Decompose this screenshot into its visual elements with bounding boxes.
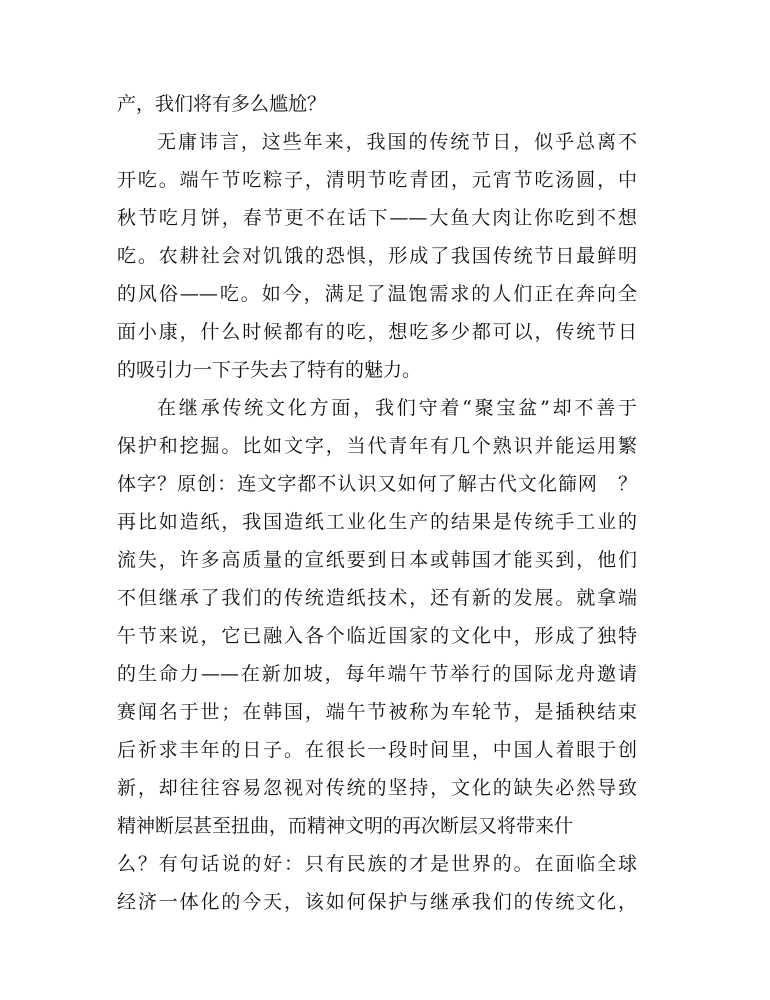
text-line: 不但继承了我们的传统造纸技术，还有新的发展。就拿端 bbox=[117, 587, 637, 609]
text-line: 后祈求丰年的日子。在很长一段时间里，中国人着眼于创 bbox=[117, 739, 637, 761]
text-line: 的风俗——吃。如今，满足了温饱需求的人们正在奔向全 bbox=[117, 283, 637, 305]
text-line: 的吸引力一下子失去了特有的魅力。 bbox=[117, 359, 422, 381]
text-line: 体字？原创：连文字都不认识又如何了解古代文化篩网 ？ bbox=[117, 473, 637, 495]
text-line: 再比如造纸，我国造纸工业化生产的结果是传统手工业的 bbox=[117, 511, 637, 533]
text-line: 午节来说，它已融入各个临近国家的文化中，形成了独特 bbox=[117, 625, 637, 647]
text-line: 经济一体化的今天，该如何保护与继承我们的传统文化， bbox=[117, 891, 637, 913]
text-line: 产，我们将有多么尴尬？ bbox=[117, 93, 327, 115]
text-line: 开吃。端午节吃粽子，清明节吃青团，元宵节吃汤圆，中 bbox=[117, 169, 637, 191]
text-line: 流失，许多高质量的宣纸要到日本或韩国才能买到，他们 bbox=[117, 549, 637, 571]
text-line: 么？有句话说的好：只有民族的才是世界的。在面临全球 bbox=[117, 853, 637, 875]
text-line: 吃。农耕社会对饥饿的恐惧，形成了我国传统节日最鲜明 bbox=[117, 245, 637, 267]
text-line: 的生命力——在新加坡，每年端午节举行的国际龙舟邀请 bbox=[117, 663, 637, 685]
text-line: 新，却往往容易忽视对传统的坚持，文化的缺失必然导致 bbox=[117, 777, 637, 799]
text-line: 精神断层甚至扭曲，而精神文明的再次断层又将带来什 bbox=[117, 815, 574, 837]
text-line: 保护和挖掘。比如文字，当代青年有几个熟识并能运用繁 bbox=[117, 435, 637, 457]
text-line: 赛闻名于世；在韩国，端午节被称为车轮节，是插秧结束 bbox=[117, 701, 637, 723]
text-line: 无庸讳言，这些年来，我国的传统节日，似乎总离不 bbox=[157, 131, 637, 153]
text-line: 秋节吃月饼，春节更不在话下——大鱼大肉让你吃到不想 bbox=[117, 207, 637, 229]
text-line: 面小康，什么时候都有的吃，想吃多少都可以，传统节日 bbox=[117, 321, 637, 343]
text-line: 在继承传统文化方面，我们守着“聚宝盆”却不善于 bbox=[157, 397, 637, 419]
